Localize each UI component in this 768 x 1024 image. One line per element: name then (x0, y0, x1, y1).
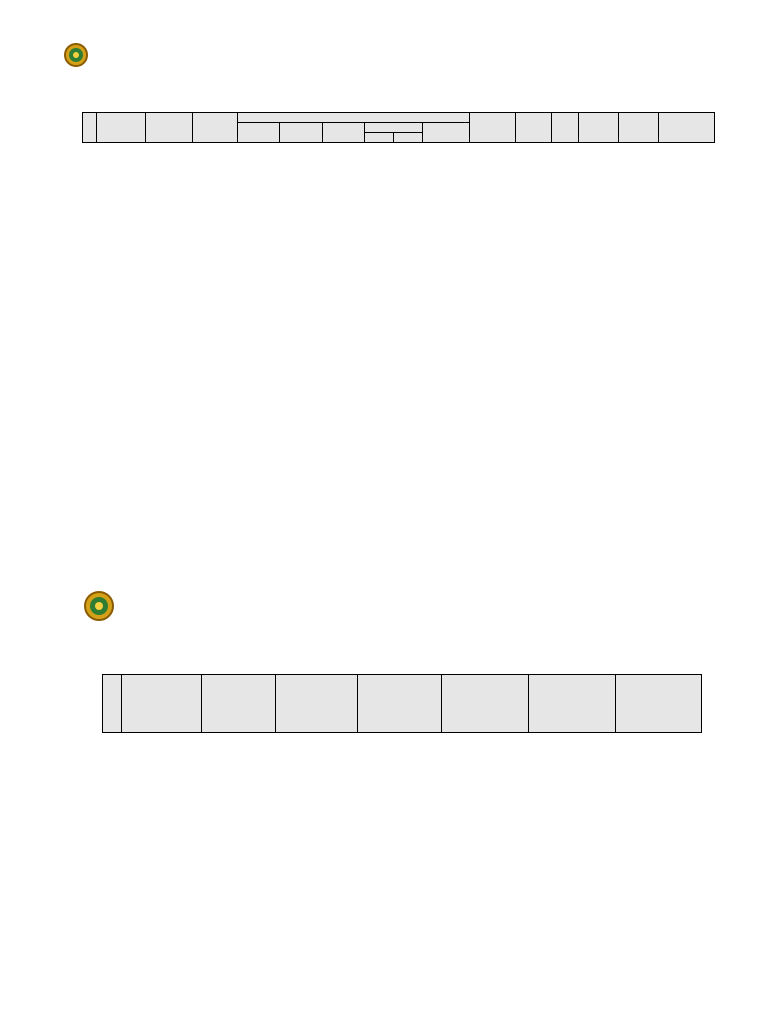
header-telp (422, 123, 469, 143)
header-lokasi (237, 113, 469, 123)
header-kelurahan (280, 123, 322, 143)
header-sertifikasi (516, 113, 552, 143)
header-koordinat (364, 123, 422, 133)
header-produksi (615, 675, 701, 733)
header-deplesi (357, 675, 441, 733)
header-nama (146, 113, 193, 143)
header-unit (193, 113, 238, 143)
header-bujur (393, 133, 422, 143)
logo-emblem (84, 591, 114, 621)
summary-table (102, 674, 702, 733)
header-produksi (659, 113, 715, 143)
header-alamat (237, 123, 279, 143)
header-lintang (364, 133, 393, 143)
header-kode (97, 113, 146, 143)
header-kode (122, 675, 202, 733)
header-nama (202, 675, 275, 733)
header-no (103, 675, 122, 733)
header-kecamatan (322, 123, 364, 143)
detail-table (82, 112, 715, 143)
header-populasi (275, 675, 357, 733)
header-populasi (469, 113, 516, 143)
header-deplesi (552, 113, 579, 143)
logo-emblem (64, 43, 88, 67)
header-bobot (442, 675, 529, 733)
header-no (83, 113, 97, 143)
header-bobot (578, 113, 618, 143)
header-konversi (529, 675, 615, 733)
header-konversi (619, 113, 659, 143)
